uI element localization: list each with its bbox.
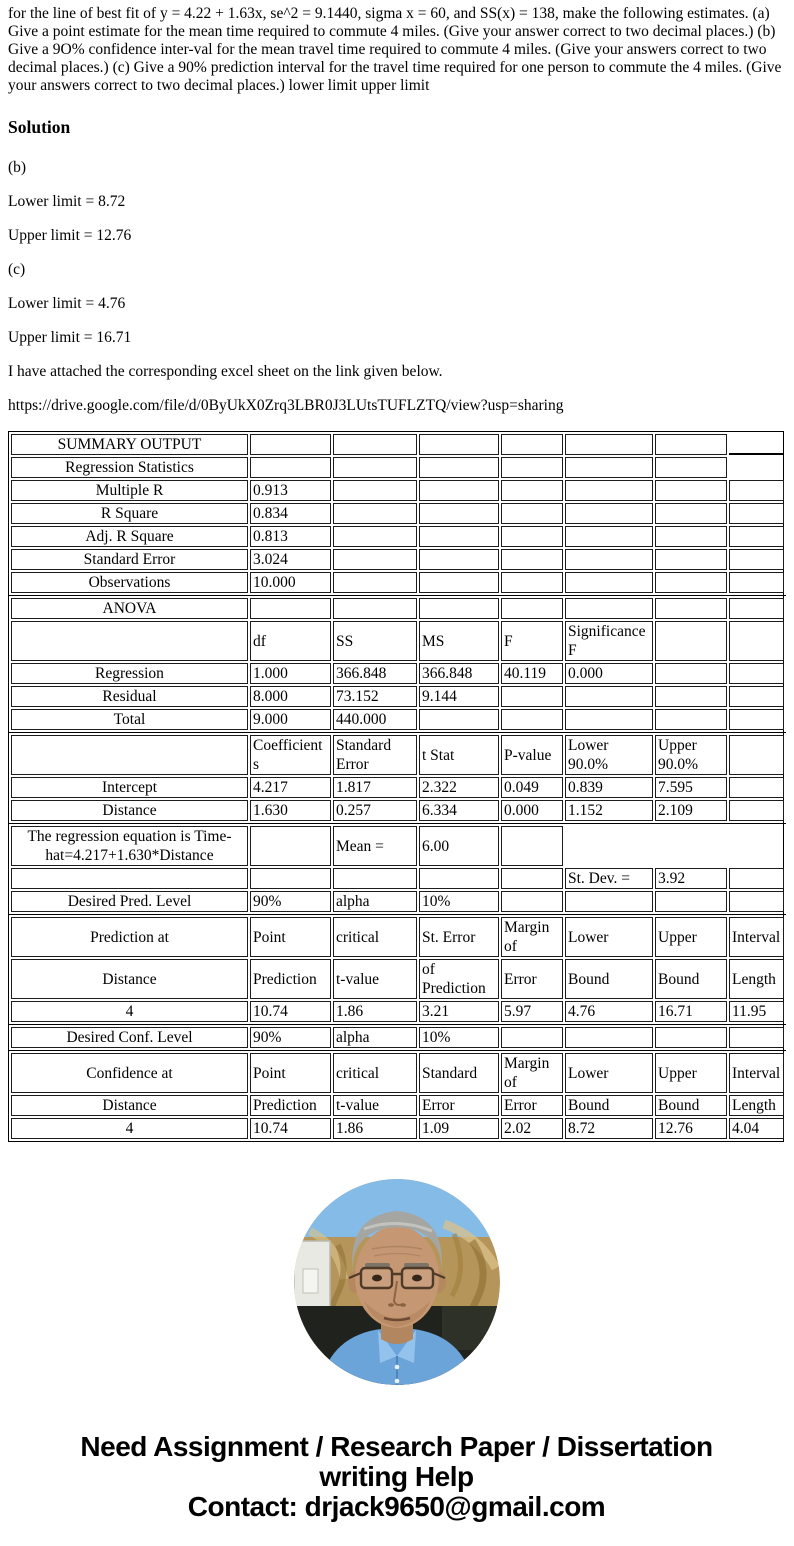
attachment-note: I have attached the corresponding excel sheet on the link given below.: [8, 363, 443, 380]
table-cell: 0.000: [565, 663, 653, 684]
table-cell: Standard Error: [333, 735, 417, 775]
table-cell: 6.334: [419, 800, 499, 821]
table-cell: 90%: [250, 891, 331, 912]
question-text: for the line of best fit of y = 4.22 + 1.63x, se^2 = 9.1440, sigma x = 60, and SS(x) = 138, make the following estimates. (a) Give a point estimate for the mean time required to commute 4 miles. (Give your answer correct to two decimal places.) (b) Give a 9O% confidence inter-val for the mean travel time required to commute 4 miles. (Give your answers correct to two decimal places.) (c) Give a 90% prediction interval for the travel time required for one person to commute the 4 miles. (Give your answers correct to two decimal places.) lower limit upper limit: [8, 5, 782, 94]
table-section: [9, 914, 786, 1024]
table-cell: Distance: [11, 959, 248, 999]
table-cell: [333, 480, 417, 501]
table-cell: MS: [419, 621, 499, 661]
table-cell: [655, 1027, 727, 1048]
table-row: [11, 1027, 784, 1048]
table-cell: Margin of: [501, 917, 563, 957]
table-cell: [501, 826, 563, 866]
table-cell: [333, 549, 417, 570]
table-cell: [655, 526, 727, 547]
table-cell: [419, 434, 499, 455]
table-row: [11, 1001, 784, 1022]
table-section: [9, 595, 786, 732]
table-cell: [729, 868, 784, 889]
table-cell: Error: [419, 1095, 499, 1116]
table-cell: Confidence at: [11, 1053, 248, 1093]
table-cell: [655, 572, 727, 593]
table-row: [11, 686, 784, 707]
table-cell: Regression: [11, 663, 248, 684]
table-cell: 90%: [250, 1027, 331, 1048]
table-cell: Length: [729, 959, 784, 999]
table-cell: Upper: [655, 917, 727, 957]
portrait-illustration: [294, 1179, 500, 1385]
table-cell: Lower: [565, 917, 653, 957]
table-cell: Observations: [11, 572, 248, 593]
table-cell: Regression Statistics: [11, 457, 248, 478]
table-cell: [655, 457, 727, 478]
table-row: [11, 709, 784, 730]
table-cell: 10.74: [250, 1118, 331, 1139]
table-cell: 16.71: [655, 1001, 727, 1022]
table-cell: 4: [11, 1118, 248, 1139]
table-cell: [419, 480, 499, 501]
table-cell: [419, 549, 499, 570]
table-cell: Point: [250, 1053, 331, 1093]
table-row: [11, 572, 784, 593]
table-cell: 3.21: [419, 1001, 499, 1022]
table-cell: P-value: [501, 735, 563, 775]
table-cell: [729, 621, 784, 661]
table-cell: [565, 457, 653, 478]
table-cell: Significance F: [565, 621, 653, 661]
table-cell: 1.630: [250, 800, 331, 821]
table-cell: alpha: [333, 1027, 417, 1048]
table-cell: [419, 457, 499, 478]
table-cell: [729, 800, 784, 821]
table-cell: 10.74: [250, 1001, 331, 1022]
table-row: [11, 457, 784, 478]
table-cell: [333, 868, 417, 889]
table-cell: Interval: [729, 917, 784, 957]
table-cell: [729, 1027, 784, 1048]
table-cell: [419, 709, 499, 730]
solution-c-lower-limit: Lower limit = 4.76: [8, 295, 126, 312]
table-cell: [655, 709, 727, 730]
table-cell: Length: [729, 1095, 784, 1116]
table-cell: [565, 686, 653, 707]
table-cell: 1.09: [419, 1118, 499, 1139]
table-cell: [565, 526, 653, 547]
table-cell: 1.817: [333, 777, 417, 798]
table-cell: F: [501, 621, 563, 661]
table-cell: St. Error: [419, 917, 499, 957]
table-cell: Upper 90.0%: [655, 735, 727, 775]
table-cell: [419, 868, 499, 889]
table-cell: [729, 503, 784, 524]
solution-c-upper-limit: Upper limit = 16.71: [8, 329, 132, 346]
solution-part-c-label: (c): [8, 261, 26, 278]
table-cell: The regression equation is Time-hat=4.217+1.630*Distance: [11, 826, 248, 866]
table-cell: [501, 891, 563, 912]
table-cell: 4.76: [565, 1001, 653, 1022]
table-cell: 0.049: [501, 777, 563, 798]
table-cell: [333, 434, 417, 455]
table-section: [9, 1024, 786, 1050]
table-cell: [565, 709, 653, 730]
table-row: [11, 663, 784, 684]
table-cell: [565, 503, 653, 524]
table-cell: 6.00: [419, 826, 499, 866]
table-cell: [729, 709, 784, 730]
table-cell: Distance: [11, 1095, 248, 1116]
table-cell: 10%: [419, 891, 499, 912]
table-cell: 2.322: [419, 777, 499, 798]
table-cell: [655, 480, 727, 501]
table-cell: 2.109: [655, 800, 727, 821]
table-cell: [729, 777, 784, 798]
table-row: [11, 526, 784, 547]
table-cell: [333, 457, 417, 478]
table-cell: [419, 526, 499, 547]
solution-b-lower-limit: Lower limit = 8.72: [8, 193, 126, 210]
table-cell: 10%: [419, 1027, 499, 1048]
table-cell: 0.000: [501, 800, 563, 821]
table-cell: critical: [333, 1053, 417, 1093]
table-cell: SUMMARY OUTPUT: [11, 434, 248, 455]
table-row: [11, 800, 784, 821]
table-cell: [655, 663, 727, 684]
table-row: [11, 1053, 784, 1093]
table-section: [9, 1050, 786, 1141]
table-cell: [729, 526, 784, 547]
table-cell: 12.76: [655, 1118, 727, 1139]
table-cell: [501, 686, 563, 707]
table-cell: [419, 598, 499, 619]
table-cell: 11.95: [729, 1001, 784, 1022]
table-cell: 9.000: [250, 709, 331, 730]
table-cell: [11, 621, 248, 661]
table-cell: 1.000: [250, 663, 331, 684]
table-cell: t-value: [333, 1095, 417, 1116]
table-section: [9, 823, 786, 914]
table-cell: Bound: [655, 959, 727, 999]
table-cell: 1.152: [565, 800, 653, 821]
drive-link[interactable]: https://drive.google.com/file/d/0ByUkX0Zrq3LBR0J3LUtsTUFLZTQ/view?usp=sharing: [8, 397, 564, 414]
table-cell: [333, 503, 417, 524]
table-cell: [565, 434, 653, 455]
table-cell: [565, 598, 653, 619]
profile-photo: [294, 1179, 500, 1385]
table-cell: 40.119: [501, 663, 563, 684]
table-cell: [333, 572, 417, 593]
table-cell: [333, 598, 417, 619]
table-cell: [501, 549, 563, 570]
table-cell: 0.834: [250, 503, 331, 524]
table-cell: Desired Pred. Level: [11, 891, 248, 912]
table-cell: [11, 868, 248, 889]
table-cell: 0.813: [250, 526, 331, 547]
footer-contact-banner: [8, 1432, 785, 1522]
table-cell: Point: [250, 917, 331, 957]
table-cell: Bound: [565, 1095, 653, 1116]
table-row: [11, 1118, 784, 1139]
table-cell: ANOVA: [11, 598, 248, 619]
table-cell: [655, 598, 727, 619]
table-cell: 0.839: [565, 777, 653, 798]
table-cell: t Stat: [419, 735, 499, 775]
table-cell: [729, 598, 784, 619]
table-cell: [501, 457, 563, 478]
footer-line-1: Need Assignment / Research Paper / Dissertation: [80, 1431, 713, 1462]
table-cell: 0.913: [250, 480, 331, 501]
table-cell: [729, 663, 784, 684]
table-row: [11, 480, 784, 501]
table-cell: Coefficients: [250, 735, 331, 775]
summary-table: [8, 431, 784, 1142]
table-cell: 2.02: [501, 1118, 563, 1139]
table-cell: [655, 891, 727, 912]
table-cell: Lower: [565, 1053, 653, 1093]
table-cell: 4.04: [729, 1118, 784, 1139]
table-cell: Residual: [11, 686, 248, 707]
table-cell: [501, 434, 563, 455]
table-cell: [250, 457, 331, 478]
table-cell: [501, 1027, 563, 1048]
solution-heading: Solution: [8, 117, 71, 137]
table-cell: [419, 572, 499, 593]
table-cell: [655, 434, 727, 455]
table-cell: [565, 549, 653, 570]
solution-b-upper-limit: Upper limit = 12.76: [8, 227, 132, 244]
footer-line-2: writing Help: [319, 1461, 474, 1492]
table-row: [11, 621, 784, 661]
table-cell: [501, 598, 563, 619]
table-cell: Interval: [729, 1053, 784, 1093]
table-cell: R Square: [11, 503, 248, 524]
table-row: [11, 735, 784, 775]
table-cell: df: [250, 621, 331, 661]
table-cell: Multiple R: [11, 480, 248, 501]
table-cell: [655, 686, 727, 707]
table-cell: Prediction at: [11, 917, 248, 957]
table-cell: [729, 549, 784, 570]
table-row: [11, 917, 784, 957]
table-cell: 73.152: [333, 686, 417, 707]
table-cell: 4: [11, 1001, 248, 1022]
table-cell: 366.848: [419, 663, 499, 684]
table-cell: [565, 891, 653, 912]
table-cell: [565, 1027, 653, 1048]
table-cell: 3.92: [655, 868, 727, 889]
table-cell: [501, 572, 563, 593]
table-cell: 366.848: [333, 663, 417, 684]
table-cell: [250, 434, 331, 455]
table-cell: [501, 503, 563, 524]
solution-part-b-label: (b): [8, 159, 27, 176]
table-cell: Prediction: [250, 959, 331, 999]
table-cell: [501, 868, 563, 889]
table-cell: [501, 480, 563, 501]
table-section: [9, 732, 786, 823]
table-cell: of Prediction: [419, 959, 499, 999]
table-cell: Standard Error: [11, 549, 248, 570]
table-cell: 4.217: [250, 777, 331, 798]
table-row: [11, 868, 784, 889]
table-cell: 1.86: [333, 1118, 417, 1139]
table-cell: [250, 868, 331, 889]
table-cell: [501, 709, 563, 730]
table-cell: Bound: [655, 1095, 727, 1116]
table-cell: [565, 480, 653, 501]
table-section: [9, 432, 786, 595]
table-cell: [655, 549, 727, 570]
table-row: [11, 959, 784, 999]
table-cell: [250, 598, 331, 619]
table-cell: [11, 735, 248, 775]
table-cell: SS: [333, 621, 417, 661]
table-cell: [729, 572, 784, 593]
table-cell: 440.000: [333, 709, 417, 730]
table-cell: t-value: [333, 959, 417, 999]
table-cell: St. Dev. =: [565, 868, 653, 889]
table-row: [11, 1095, 784, 1116]
table-cell: 8.72: [565, 1118, 653, 1139]
table-cell: [729, 891, 784, 912]
table-cell: Error: [501, 959, 563, 999]
table-cell: [729, 434, 784, 455]
table-cell: Standard: [419, 1053, 499, 1093]
table-cell: [501, 526, 563, 547]
table-cell: Total: [11, 709, 248, 730]
table-row: [11, 434, 784, 455]
table-cell: Error: [501, 1095, 563, 1116]
table-cell: [729, 686, 784, 707]
table-cell: [419, 503, 499, 524]
table-cell: 7.595: [655, 777, 727, 798]
table-row: [11, 777, 784, 798]
table-cell: [565, 572, 653, 593]
table-cell: Mean =: [333, 826, 417, 866]
table-cell: [655, 503, 727, 524]
footer-email-line: Contact: drjack9650@gmail.com: [187, 1491, 606, 1522]
table-cell: Intercept: [11, 777, 248, 798]
table-cell: 3.024: [250, 549, 331, 570]
table-cell: Adj. R Square: [11, 526, 248, 547]
table-cell: Bound: [565, 959, 653, 999]
table-cell: [729, 735, 784, 775]
table-cell: 10.000: [250, 572, 331, 593]
table-row: [11, 503, 784, 524]
table-cell: Margin of: [501, 1053, 563, 1093]
table-cell: [729, 480, 784, 501]
table-row: [11, 826, 784, 866]
table-cell: 8.000: [250, 686, 331, 707]
table-cell: Desired Conf. Level: [11, 1027, 248, 1048]
table-cell: Distance: [11, 800, 248, 821]
table-cell: 9.144: [419, 686, 499, 707]
table-row: [11, 549, 784, 570]
table-cell: Prediction: [250, 1095, 331, 1116]
table-row: [11, 891, 784, 912]
table-cell: 0.257: [333, 800, 417, 821]
table-row: [11, 598, 784, 619]
table-cell: [729, 457, 784, 478]
table-cell: [655, 621, 727, 661]
table-cell: [333, 526, 417, 547]
table-cell: 1.86: [333, 1001, 417, 1022]
table-cell: critical: [333, 917, 417, 957]
table-cell: alpha: [333, 891, 417, 912]
table-cell: 5.97: [501, 1001, 563, 1022]
table-cell: Lower 90.0%: [565, 735, 653, 775]
table-cell: [250, 826, 331, 866]
table-cell: Upper: [655, 1053, 727, 1093]
